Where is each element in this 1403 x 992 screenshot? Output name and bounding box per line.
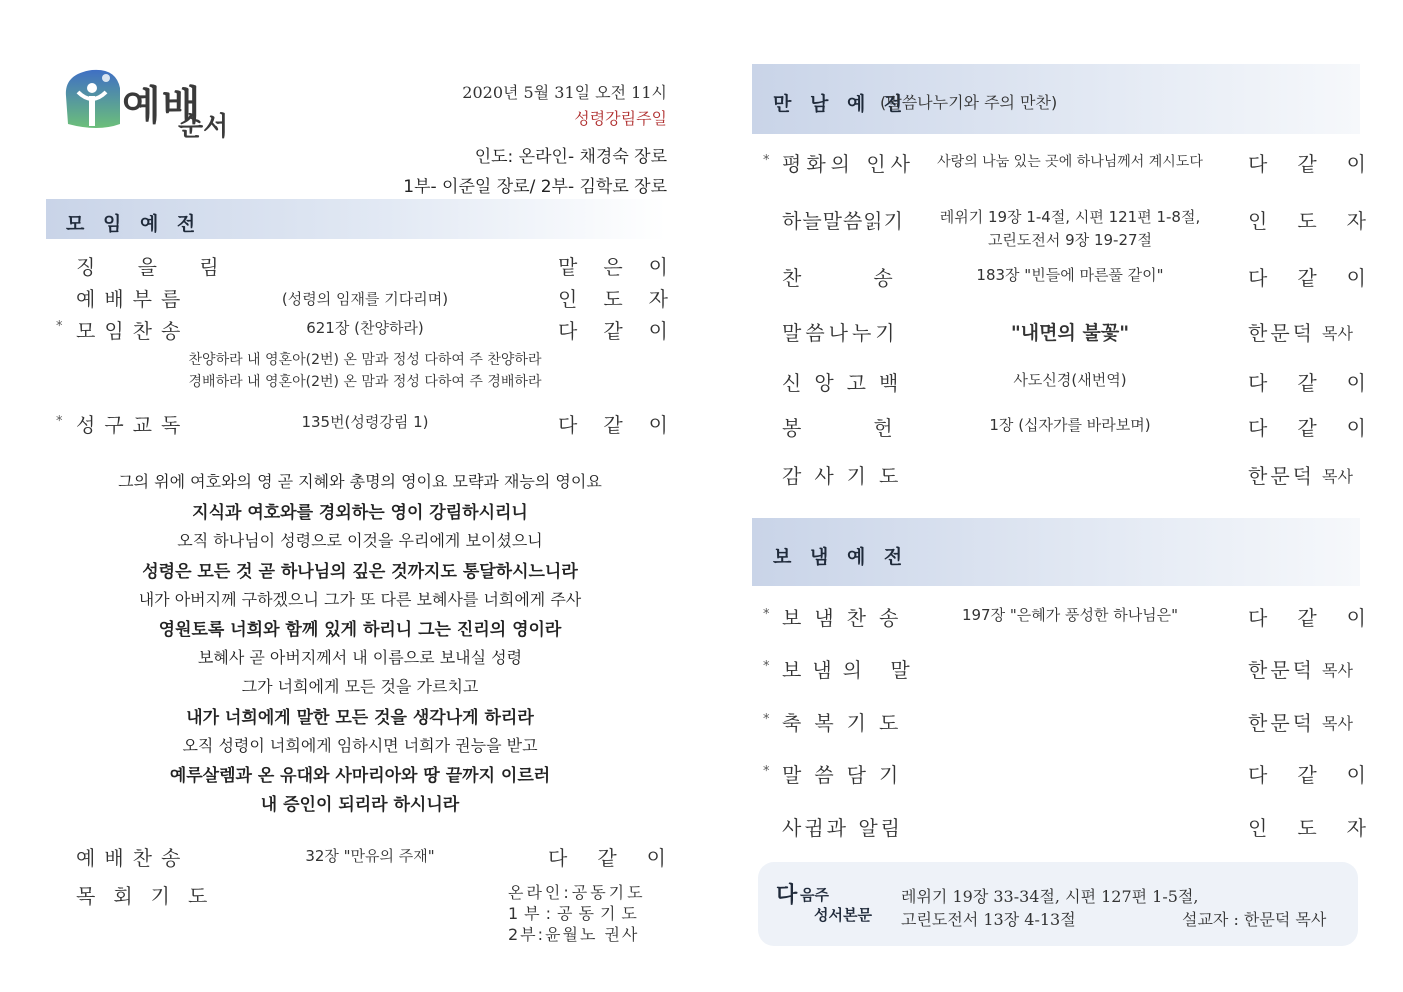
row-person: 다같이 [1248,266,1396,290]
row-name: 하늘말씀읽기 [782,209,904,233]
row-name: 모임찬송 [76,319,190,343]
scripture-line: 오직 하나님이 성령으로 이것을 우리에게 보이셨으니 [177,531,543,550]
row-person: 다같이 [1248,606,1396,630]
meeting-section-title: 만 남 예 전 [773,93,909,115]
row-name: 성구교독 [76,413,190,437]
next-week-preacher: 설교자 : 한문덕 목사 [1182,910,1327,929]
row-name: 사귐과 알림 [782,816,903,840]
row-person: 한문덕 [1248,464,1315,488]
row-name: 보냄찬송 [782,606,912,630]
logo [58,66,128,132]
row-name: 목회기도 [76,884,226,908]
next-week-label-small: 음주 [800,886,829,904]
meeting-section-subtitle: (말씀나누기와 주의 만찬) [880,93,1058,112]
row-person: 인도자 [558,287,694,311]
row-detail: 135번(성령강림 1) [301,413,429,431]
star-mark: * [763,607,770,622]
row-name: 보냄의 말 [782,658,921,682]
row-name: 봉헌 [782,416,965,440]
row-name: 찬송 [782,266,965,290]
row-detail: "내면의 불꽃" [1010,322,1130,344]
star-mark: * [763,659,770,674]
star-mark: * [763,153,770,168]
logo-title-small: 순서 [178,112,229,142]
next-week-text-2: 고린도전서 13장 4-13절 [901,910,1076,929]
scripture-line: 내가 너희에게 말한 모든 것을 생각나게 하리라 [186,708,534,728]
row-person: 다같이 [558,413,694,437]
logo-title-big: 예배 [122,83,202,129]
row-person: 한문덕 [1248,321,1315,345]
prayer-line: 온라인:공동기도 [508,883,646,902]
row-person: 인도자 [1248,816,1396,840]
prayer-line: 2부:윤월노 권사 [508,925,640,944]
row-detail: 레위기 19장 1-4절, 시편 121편 1-8절, [939,208,1201,226]
row-person-suffix: 목사 [1322,324,1353,343]
sending-section-title: 보 냄 예 전 [773,546,909,568]
service-date: 2020년 5월 31일 오전 11시 [462,83,667,102]
star-mark: * [56,319,63,334]
row-detail: 32장 "만유의 주재" [305,847,435,865]
row-person: 다같이 [558,319,694,343]
row-person-suffix: 목사 [1322,467,1353,486]
next-week-label-line2: 성서본문 [814,906,872,924]
gathering-section-title: 모 임 예 전 [66,213,202,235]
next-week-text-1: 레위기 19장 33-34절, 시편 127편 1-5절, [901,887,1199,906]
star-mark: * [763,712,770,727]
row-name: 신앙고백 [782,371,912,395]
row-name: 말씀나누기 [782,321,899,345]
logo-icon [58,66,128,132]
row-person: 한문덕 [1248,658,1315,682]
row-person: 인도자 [1248,209,1396,233]
row-person-suffix: 목사 [1322,661,1353,680]
row-name: 축복기도 [782,711,912,735]
scripture-line: 지식과 여호와를 경외하는 영이 강림하시리니 [192,503,528,523]
row-detail: 사도신경(새번역) [1013,371,1127,389]
row-person: 다같이 [548,846,696,870]
star-mark: * [763,764,770,779]
scripture-line: 영원토록 너희와 함께 있게 하리니 그는 진리의 영이라 [158,620,562,640]
row-detail: 1장 (십자가를 바라보며) [989,416,1151,434]
row-person: 다같이 [1248,763,1396,787]
leader: 인도: 온라인- 채경숙 장로 [474,147,667,167]
row-person: 다같이 [1248,152,1396,176]
star-mark: * [56,414,63,429]
occasion: 성령강림주일 [574,109,667,128]
row-person: 맡은이 [558,255,694,279]
row-name: 징 을 림 [76,255,237,279]
row-person-suffix: 목사 [1322,714,1353,733]
scripture-line: 내가 아버지께 구하겠으니 그가 또 다른 보혜사를 너희에게 주사 [138,590,582,609]
hymn-line-1: 찬양하라 내 영혼아(2번) 온 맘과 정성 다하여 주 찬양하라 [188,352,542,368]
hymn-line-2: 경배하라 내 영혼아(2번) 온 맘과 정성 다하여 주 경배하라 [188,374,542,390]
scripture-line: 보혜사 곧 아버지께서 내 이름으로 보내실 성령 [197,648,523,667]
scripture-line: 그의 위에 여호와의 영 곧 지혜와 총명의 영이요 모략과 재능의 영이요 [118,472,602,491]
scripture-line: 오직 성령이 너희에게 임하시면 너희가 권능을 받고 [182,736,538,755]
row-name: 예배부름 [76,287,190,311]
scripture-line: 그가 너희에게 모든 것을 가르치고 [241,677,479,696]
row-name: 말씀담기 [782,763,912,787]
next-week-label-big: 다 [776,883,798,908]
row-person: 다같이 [1248,371,1396,395]
next-week-box [758,862,1358,946]
row-name: 예배찬송 [76,846,190,870]
row-detail: 197장 "은혜가 풍성한 하나님은" [961,606,1179,624]
row-detail: (성령의 임재를 기다리며) [281,290,449,308]
row-detail: 621장 (찬양하라) [306,319,424,337]
row-name: 감사기도 [782,464,912,488]
scripture-line: 예루살렘과 온 유대와 사마리아와 땅 끝까지 이르러 [169,766,551,786]
leader-parts: 1부- 이준일 장로/ 2부- 김학로 장로 [403,177,667,197]
row-name: 평화의 인사 [782,152,915,176]
scripture-line: 성령은 모든 것 곧 하나님의 깊은 것까지도 통달하시느니라 [142,562,578,582]
row-detail-2: 고린도전서 9장 19-27절 [987,231,1153,249]
prayer-line: 1부:공동기도 [508,904,643,923]
row-detail: 183장 "빈들에 마른풀 같이" [976,266,1164,284]
row-person: 다같이 [1248,416,1396,440]
scripture-line: 내 증인이 되리라 하시니라 [260,795,460,815]
row-person: 한문덕 [1248,711,1315,735]
row-detail: 사랑의 나눔 있는 곳에 하나님께서 계시도다 [937,154,1203,170]
